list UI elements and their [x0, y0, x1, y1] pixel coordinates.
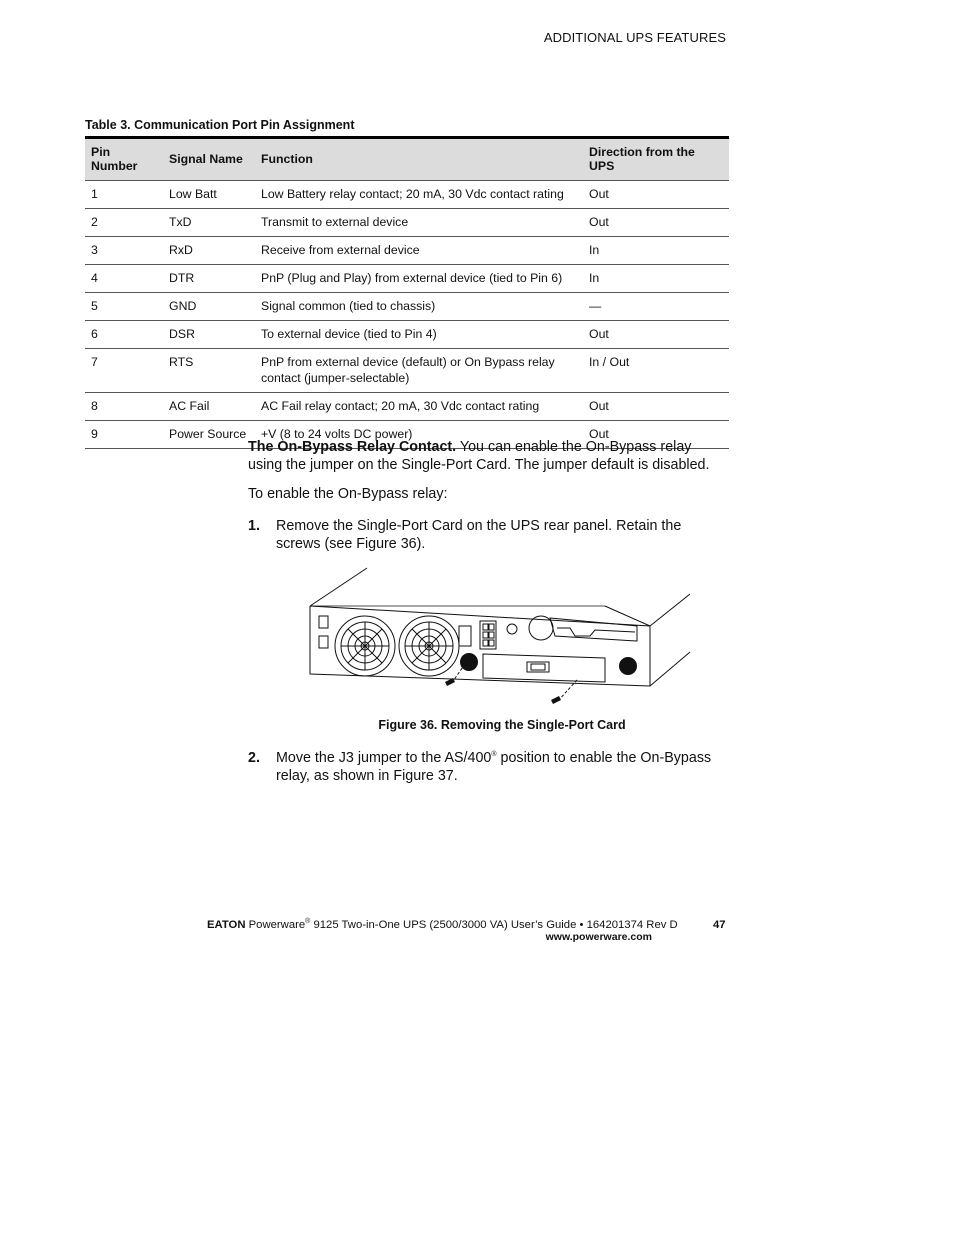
table-title: Table 3. Communication Port Pin Assignment: [85, 118, 355, 132]
step-text: [276, 750, 716, 785]
intro-text: To enable the On-Bypass relay:: [248, 486, 448, 502]
table-cell: GND: [163, 293, 255, 321]
table-cell: 9: [85, 421, 163, 449]
table-row: [85, 265, 729, 293]
table-cell: 6: [85, 321, 163, 349]
step-text: Remove the Single-Port Card on the UPS rear panel. Retain the screws (see Figure 36).: [276, 518, 682, 552]
table-cell: +V (8 to 24 volts DC power): [255, 421, 583, 449]
table-body: [85, 181, 729, 449]
table-cell: DSR: [163, 321, 255, 349]
table-cell: In / Out: [583, 349, 729, 393]
table-cell: Transmit to external device: [255, 209, 583, 237]
table-cell: 2: [85, 209, 163, 237]
column-header: Direction from the UPS: [583, 138, 729, 181]
table-cell: Receive from external device: [255, 237, 583, 265]
paragraph-lead: The On-Bypass Relay Contact.: [248, 439, 457, 455]
footer-brand: EATON: [207, 919, 246, 931]
table-cell: PnP (Plug and Play) from external device (tied to Pin 6): [255, 265, 583, 293]
section-header: ADDITIONAL UPS FEATURES: [543, 30, 726, 45]
table-row: [85, 321, 729, 349]
table-cell: 1: [85, 181, 163, 209]
table-cell: Low Batt: [163, 181, 255, 209]
table-cell: RxD: [163, 237, 255, 265]
table-header-row: [85, 138, 729, 181]
pin-assignment-table: [85, 136, 729, 449]
page-number: 47: [713, 919, 726, 931]
figure-caption: Figure 36. Removing the Single-Port Card: [378, 718, 626, 732]
footer-product: Powerware: [248, 919, 306, 931]
table-cell: Power Source: [163, 421, 255, 449]
footer-guide: 9125 Two-in-One UPS (2500/3000 VA) User’s Guide • 164201374 Rev D: [310, 919, 678, 931]
table-row: [85, 293, 729, 321]
table-cell: PnP from external device (default) or On Bypass relay contact (jumper-selectable): [255, 349, 583, 393]
bypass-paragraph: [248, 439, 718, 474]
table-cell: Out: [583, 393, 729, 421]
table-cell: Out: [583, 421, 729, 449]
table-cell: 3: [85, 237, 163, 265]
footer-url: www.powerware.com: [545, 931, 652, 943]
table-cell: 5: [85, 293, 163, 321]
table-cell: In: [583, 265, 729, 293]
table-row: [85, 393, 729, 421]
table-cell: In: [583, 237, 729, 265]
column-header: Pin Number: [85, 138, 163, 181]
table-row: [85, 181, 729, 209]
table-cell: —: [583, 293, 729, 321]
paragraph-text: You can enable the On-Bypass relay using the jumper on the Single-Port Card. The jumper default is disabled.: [248, 439, 710, 473]
table-row: [85, 209, 729, 237]
table-cell: Out: [583, 209, 729, 237]
table-cell: DTR: [163, 265, 255, 293]
table-cell: RTS: [163, 349, 255, 393]
ups-rear-panel-illustration: [305, 566, 695, 716]
step-text-part: Move the J3 jumper to the AS/400: [276, 750, 492, 766]
table-row: [85, 349, 729, 393]
table-cell: AC Fail relay contact; 20 mA, 30 Vdc contact rating: [255, 393, 583, 421]
step-text-part: position to enable the On-Bypass relay, as shown in Figure 37.: [276, 750, 712, 784]
table-cell: 7: [85, 349, 163, 393]
table-cell: 4: [85, 265, 163, 293]
step-number: 1.: [248, 518, 260, 534]
step-number: 2.: [248, 750, 260, 766]
table-cell: Out: [583, 181, 729, 209]
page-footer: [207, 919, 678, 943]
table-row: [85, 237, 729, 265]
table-cell: Out: [583, 321, 729, 349]
table-cell: 8: [85, 393, 163, 421]
registered-mark: ®: [305, 918, 311, 926]
table-cell: Low Battery relay contact; 20 mA, 30 Vdc contact rating: [255, 181, 583, 209]
column-header: Function: [255, 138, 583, 181]
column-header: Signal Name: [163, 138, 255, 181]
registered-mark: ®: [491, 751, 497, 759]
table-cell: AC Fail: [163, 393, 255, 421]
table-cell: To external device (tied to Pin 4): [255, 321, 583, 349]
table-cell: TxD: [163, 209, 255, 237]
table-cell: Signal common (tied to chassis): [255, 293, 583, 321]
